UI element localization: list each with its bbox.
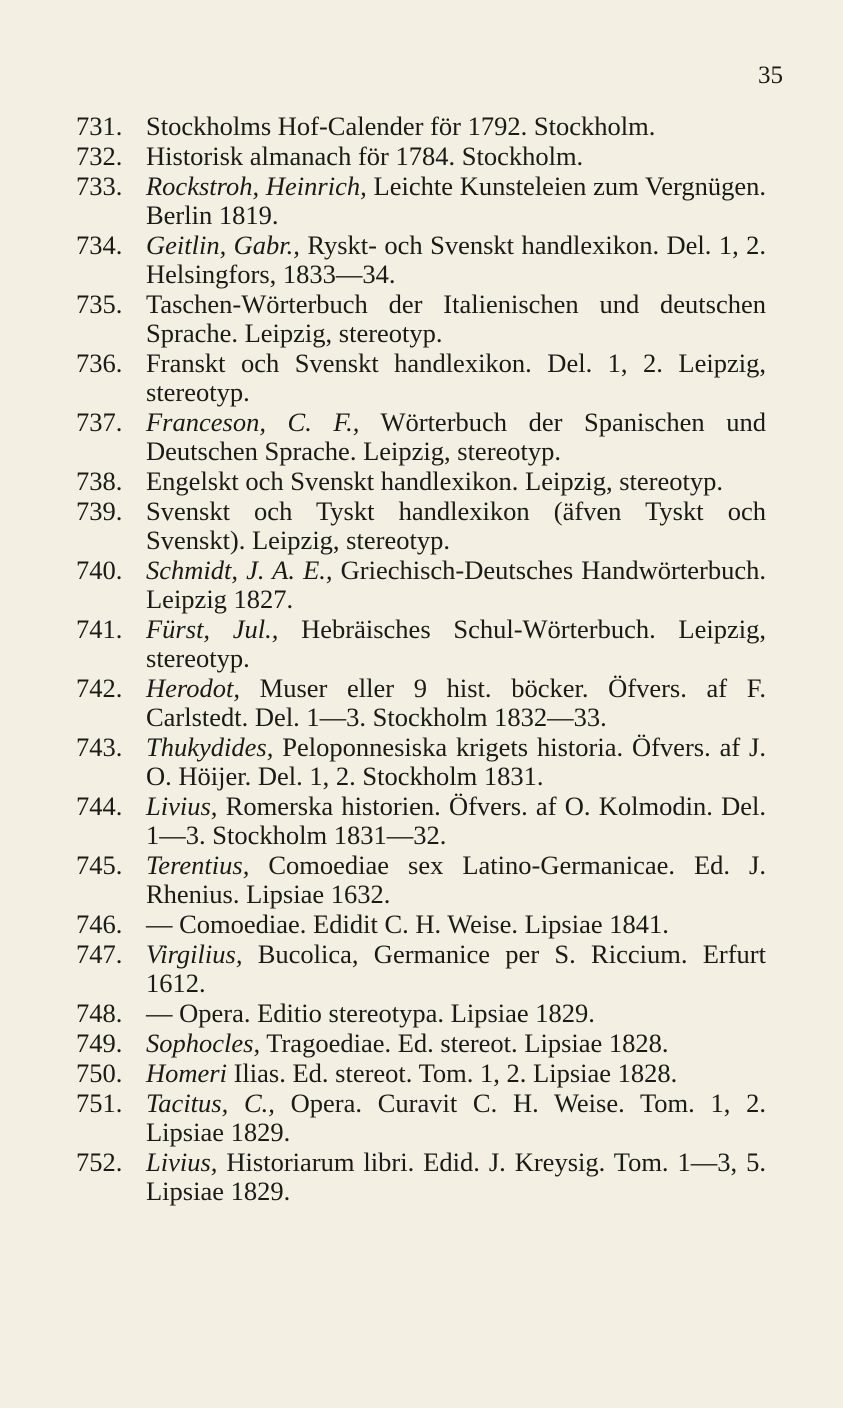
entry-author: Franceson, C. F., [146, 407, 360, 437]
entry-text: Ilias. Ed. stereot. Tom. 1, 2. Lipsiae 1828. [226, 1058, 678, 1088]
catalog-entry [76, 674, 766, 732]
entry-author: Thukydides, [146, 732, 274, 762]
entry-text: Tragoediae. Ed. stereot. Lipsiae 1828. [260, 1028, 669, 1058]
entry-number: 747. [76, 939, 123, 969]
entry-number: 741. [76, 614, 123, 644]
catalog-entry [76, 556, 766, 614]
catalog-entry [76, 851, 766, 909]
entry-number: 740. [76, 555, 123, 585]
catalog-list [76, 112, 766, 1207]
entry-author: Homeri [146, 1058, 227, 1088]
catalog-entry [76, 999, 766, 1028]
entry-number: 742. [76, 673, 123, 703]
entry-text: Ryskt- och Svenskt handlexikon. Del. 1, 2. Helsingfors, 1833—34. [146, 230, 766, 289]
entry-number: 733. [76, 171, 123, 201]
entry-author: Geitlin, Gabr., [146, 230, 300, 260]
entry-text: — Comoediae. Edidit C. H. Weise. Lipsiae 1841. [146, 909, 669, 939]
entry-text: Franskt och Svenskt handlexikon. Del. 1, 2. Leipzig, stereotyp. [146, 348, 766, 407]
entry-author: Sophocles, [146, 1028, 261, 1058]
entry-text: Romerska historien. Öfvers. af O. Kolmodin. Del. 1—3. Stockholm 1831—32. [146, 791, 766, 850]
entry-number: 735. [76, 289, 123, 319]
entry-text: Taschen-Wörterbuch der Italienischen und deutschen Sprache. Leipzig, stereotyp. [146, 289, 766, 348]
entry-author: Schmidt, J. A. E., [146, 555, 333, 585]
entry-text: Historiarum libri. Edid. J. Kreysig. Tom. 1—3, 5. Lipsiae 1829. [146, 1147, 766, 1206]
entry-text: Stockholms Hof-Calender för 1792. Stockholm. [146, 111, 656, 141]
catalog-entry [76, 1089, 766, 1147]
entry-text: Wörterbuch der Spanischen und Deutschen Sprache. Leipzig, stereotyp. [146, 407, 766, 466]
entry-text: — Opera. Editio stereotypa. Lipsiae 1829. [146, 998, 595, 1028]
entry-number: 736. [76, 348, 123, 378]
entry-text: Svenskt och Tyskt handlexikon (äfven Tyskt och Svenskt). Leipzig, stereotyp. [146, 496, 766, 555]
entry-number: 737. [76, 407, 123, 437]
entry-author: Herodot, [146, 673, 240, 703]
entry-text: Griechisch-Deutsches Handwörterbuch. Leipzig 1827. [146, 555, 766, 614]
catalog-entry [76, 112, 766, 141]
catalog-entry [76, 172, 766, 230]
entry-number: 746. [76, 909, 123, 939]
entry-number: 749. [76, 1028, 123, 1058]
entry-text: Opera. Curavit C. H. Weise. Tom. 1, 2. Lipsiae 1829. [146, 1088, 766, 1147]
entry-number: 748. [76, 998, 123, 1028]
catalog-entry [76, 792, 766, 850]
entry-author: Fürst, Jul., [146, 614, 279, 644]
entry-number: 752. [76, 1147, 123, 1177]
entry-number: 751. [76, 1088, 123, 1118]
catalog-entry [76, 1059, 766, 1088]
entry-text: Leichte Kunsteleien zum Vergnügen. Berlin 1819. [146, 171, 766, 230]
entry-text: Comoediae sex Latino-Germanicae. Ed. J. Rhenius. Lipsiae 1632. [146, 850, 766, 909]
entry-number: 734. [76, 230, 123, 260]
catalog-entry [76, 290, 766, 348]
catalog-entry [76, 142, 766, 171]
catalog-entry [76, 1029, 766, 1058]
catalog-entry [76, 497, 766, 555]
entry-text: Engelskt och Svenskt handlexikon. Leipzig, stereotyp. [146, 466, 723, 496]
entry-text: Hebräisches Schul-Wörterbuch. Leipzig, stereotyp. [146, 614, 766, 673]
catalog-entry [76, 615, 766, 673]
entry-number: 750. [76, 1058, 123, 1088]
entry-text: Bucolica, Germanice per S. Riccium. Erfurt 1612. [146, 939, 766, 998]
page-number: 35 [758, 62, 783, 89]
catalog-entry [76, 940, 766, 998]
entry-author: Terentius, [146, 850, 250, 880]
entry-author: Livius, [146, 1147, 218, 1177]
entry-text: Historisk almanach för 1784. Stockholm. [146, 141, 584, 171]
entry-number: 738. [76, 466, 123, 496]
catalog-entry [76, 910, 766, 939]
entry-number: 743. [76, 732, 123, 762]
catalog-entry [76, 1148, 766, 1206]
catalog-entry [76, 349, 766, 407]
entry-number: 739. [76, 496, 123, 526]
entry-number: 732. [76, 141, 123, 171]
entry-number: 744. [76, 791, 123, 821]
entry-text: Peloponnesiska krigets historia. Öfvers. af J. O. Höijer. Del. 1, 2. Stockholm 1831. [146, 732, 766, 791]
entry-number: 745. [76, 850, 123, 880]
entry-author: Tacitus, C., [146, 1088, 275, 1118]
entry-number: 731. [76, 111, 123, 141]
catalog-entry [76, 408, 766, 466]
entry-author: Livius, [146, 791, 218, 821]
entry-text: Muser eller 9 hist. böcker. Öfvers. af F. Carlstedt. Del. 1—3. Stockholm 1832—33. [146, 673, 766, 732]
catalog-entry [76, 467, 766, 496]
catalog-entry [76, 231, 766, 289]
catalog-entry [76, 733, 766, 791]
entry-author: Rockstroh, Heinrich, [146, 171, 367, 201]
entry-author: Virgilius, [146, 939, 243, 969]
